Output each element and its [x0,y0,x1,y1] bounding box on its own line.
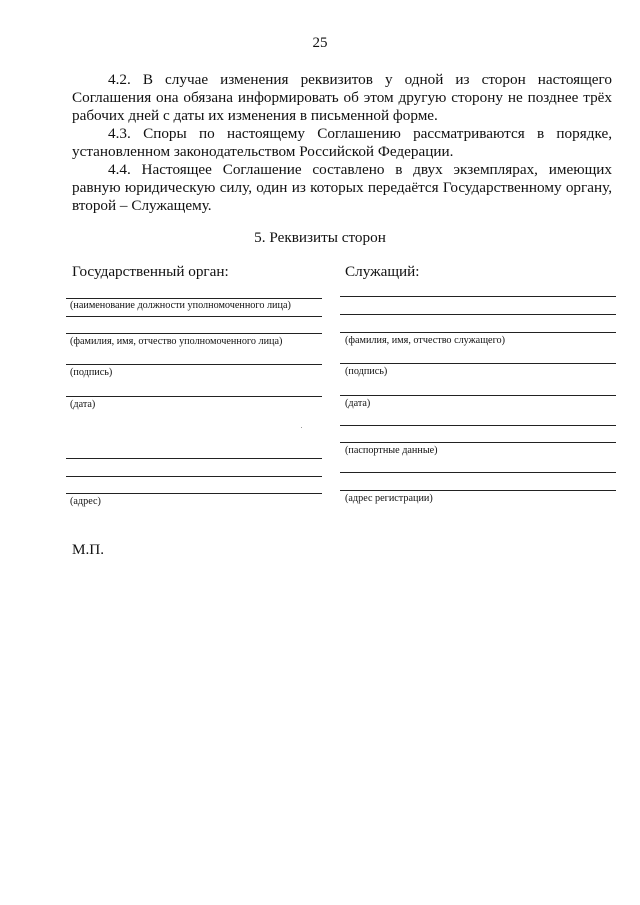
date-caption-right: (дата) [345,398,371,409]
full-name-caption-left: (фамилия, имя, отчество уполномоченного лица) [70,336,283,347]
address-line-1[interactable] [66,458,322,459]
full-name-line-right[interactable] [340,332,616,333]
registration-line-1[interactable] [340,472,616,473]
date-line-left[interactable] [66,396,322,397]
passport-line-2[interactable] [340,442,616,443]
position-line[interactable] [66,298,322,299]
left-party-heading: Государственный орган: [72,263,229,280]
position-caption: (наименование должности уполномоченного лица) [70,300,291,311]
address-line-3[interactable] [66,493,322,494]
registration-caption: (адрес регистрации) [345,493,433,504]
right-party-heading: Служащий: [345,263,420,280]
stamp-label: М.П. [72,541,105,558]
position-line-extra[interactable] [66,316,322,317]
page-number: 25 [312,35,328,51]
signature-line-right[interactable] [340,363,616,364]
employee-line-2[interactable] [340,314,616,315]
clause-4-4-text: 4.4. Настоящее Соглашение составлено в двух экземплярах, имеющих равную юридическую силу, один из которых передаётся Государственному органу, второй – Служащему. [72,161,612,214]
date-caption-left: (дата) [70,399,96,410]
clause-4-4 [72,161,612,215]
signature-caption-right: (подпись) [345,366,388,377]
address-line-2[interactable] [66,476,322,477]
clause-4-2-text: 4.2. В случае изменения реквизитов у одной из сторон настоящего Соглашения она обязана информировать об этом другую сторону не позднее трёх рабочих дней с даты их изменения в письменной форме. [72,71,612,124]
clause-4-3-text: 4.3. Споры по настоящему Соглашению рассматриваются в порядке, установленном законодательством Российской Федерации. [72,125,612,160]
passport-caption: (паспортные данные) [345,445,438,456]
registration-line-2[interactable] [340,490,616,491]
signature-caption-left: (подпись) [70,367,113,378]
scan-speck [301,427,302,428]
full-name-caption-right: (фамилия, имя, отчество служащего) [345,335,505,346]
full-name-line-left[interactable] [66,333,322,334]
date-line-right[interactable] [340,395,616,396]
employee-line-1[interactable] [340,296,616,297]
clause-4-2 [72,71,612,125]
passport-line-1[interactable] [340,425,616,426]
section-title: 5. Реквизиты сторон [254,229,386,246]
address-caption: (адрес) [70,496,101,507]
signature-line-left[interactable] [66,364,322,365]
clause-4-3 [72,125,612,161]
